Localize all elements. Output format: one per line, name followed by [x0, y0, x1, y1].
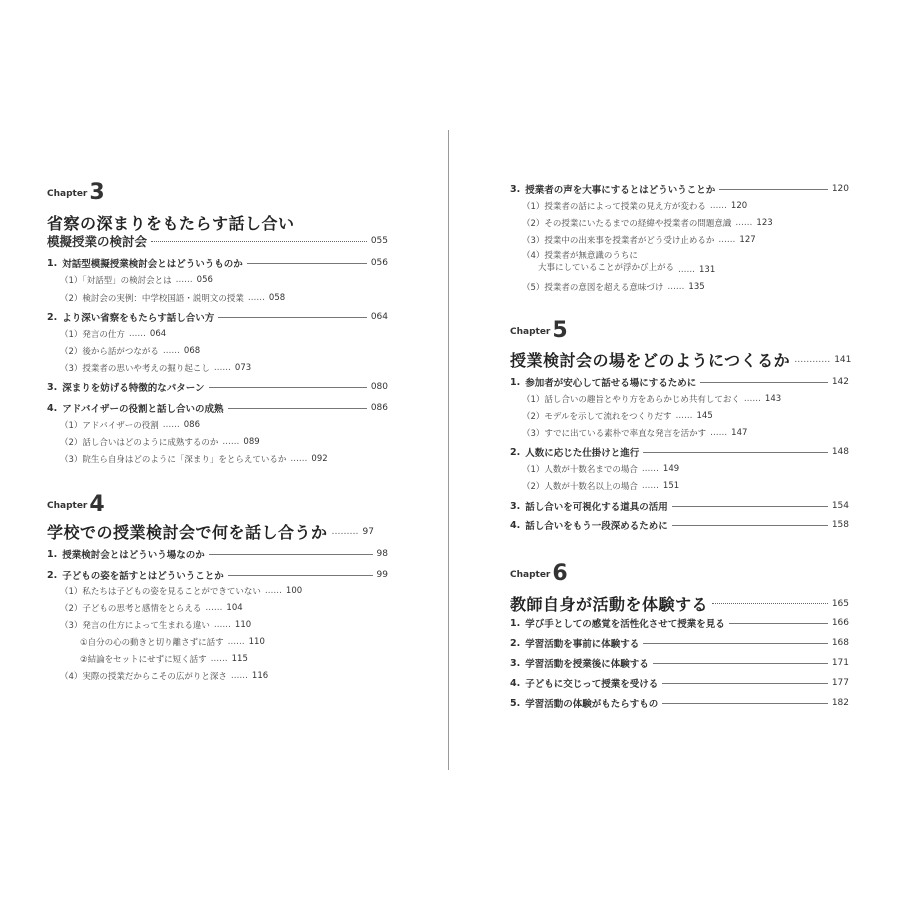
toc-entry: 1. 学び手としての感覚を活性化させて授業を見る 166 — [510, 617, 849, 630]
toc-entry: 3. 話し合いを可視化する道具の活用 154 — [510, 500, 849, 513]
toc-entry: 2. 人数に応じた仕掛けと進行 148 — [510, 446, 849, 459]
toc-item: （2）モデルを示して流れをつくりだす …… 145 — [522, 411, 713, 422]
chapter-5-title: 授業検討会の場をどのようにつくるか ………… 141 — [510, 351, 852, 370]
toc-item: （1）発言の仕方 …… 064 — [60, 329, 167, 340]
chapter-6-label: Chapter6 — [510, 561, 568, 586]
toc-entry: 4. 子どもに交じって授業を受ける 177 — [510, 677, 849, 690]
toc-entry: 4. 話し合いをもう一段深めるために 158 — [510, 519, 849, 532]
toc-entry: 1. 参加者が安心して話せる場にするために 142 — [510, 376, 849, 389]
toc-item: （1）私たちは子どもの姿を見ることができていない …… 100 — [60, 586, 303, 597]
toc-entry: 1. 対話型模擬授業検討会とはどういうものか 056 — [47, 257, 388, 270]
toc-entry: 3. 深まりを妨げる特徴的なパターン 080 — [47, 381, 388, 394]
toc-entry: 3. 学習活動を授業後に体験する 171 — [510, 657, 849, 670]
left-page — [0, 0, 448, 900]
toc-item: （2）子どもの思考と感情をとらえる …… 104 — [60, 603, 243, 614]
toc-item: （3）授業者の思いや考えの掘り起こし …… 073 — [60, 363, 252, 374]
toc-item: （4）実際の授業だからこその広がりと深さ …… 116 — [60, 671, 269, 682]
toc-item: （2）人数が十数名以上の場合 …… 151 — [522, 481, 680, 492]
toc-item: （1）授業者の話によって授業の見え方が変わる …… 120 — [522, 201, 748, 212]
chapter-3-title: 省察の深まりをもたらす話し合い — [47, 214, 295, 233]
toc-entry: 2. 学習活動を事前に体験する 168 — [510, 637, 849, 650]
chapter-5-label: Chapter5 — [510, 318, 568, 343]
toc-item: （5）授業者の意図を超える意味づけ …… 135 — [522, 282, 705, 293]
toc-entry: 5. 学習活動の体験がもたらすもの 182 — [510, 697, 849, 710]
toc-item: （1）話し合いの趣旨とやり方をあらかじめ共有しておく …… 143 — [522, 394, 782, 405]
toc-item: （1）人数が十数名までの場合 …… 149 — [522, 464, 680, 475]
toc-item: （2）検討会の実例：中学校国語・説明文の授業 …… 058 — [60, 293, 286, 304]
chapter-3-subtitle: 模擬授業の検討会 055 — [47, 234, 388, 249]
toc-item: （1）「対話型」の検討会とは …… 056 — [60, 275, 213, 286]
toc-item: （3）授業中の出来事を授業者がどう受け止めるか …… 127 — [522, 235, 756, 246]
toc-item: （3）発言の仕方によって生まれる違い …… 110 — [60, 620, 252, 631]
toc-item: （3）院生ら自身はどのように「深まり」をとらえているか …… 092 — [60, 454, 328, 465]
toc-entry: 2. より深い省察をもたらす話し合い方 064 — [47, 311, 388, 324]
toc-entry: 3. 授業者の声を大事にするとはどういうことか 120 — [510, 183, 849, 196]
toc-subitem: ②結論をセットにせずに短く話す …… 115 — [80, 654, 248, 665]
book-spine — [448, 130, 449, 770]
chapter-3-label: Chapter3 — [47, 180, 105, 205]
toc-item: （4）授業者が無意識のうちに 大事にしていることが浮かび上がる …… 131 — [522, 251, 716, 275]
toc-subitem: ①自分の心の動きと切り離さずに話す …… 110 — [80, 637, 265, 648]
chapter-4-title: 学校での授業検討会で何を話し合うか ……… 97 — [47, 523, 374, 542]
toc-item: （2）その授業にいたるまでの経緯や授業者の問題意識 …… 123 — [522, 218, 773, 229]
toc-item: （2）話し合いはどのように成熟するのか …… 089 — [60, 437, 260, 448]
toc-item: （3）すでに出ている素朴で率直な発言を活かす …… 147 — [522, 428, 748, 439]
chapter-4-label: Chapter4 — [47, 492, 105, 517]
toc-entry: 1. 授業検討会とはどういう場なのか 98 — [47, 548, 388, 561]
toc-entry: 2. 子どもの姿を話すとはどういうことか 99 — [47, 569, 388, 582]
toc-item: （2）後から話がつながる …… 068 — [60, 346, 201, 357]
chapter-6-title: 教師自身が活動を体験する 165 — [510, 595, 849, 614]
toc-entry: 4. アドバイザーの役割と話し合いの成熟 086 — [47, 402, 388, 415]
toc-item: （1）アドバイザーの役割 …… 086 — [60, 420, 200, 431]
right-page — [450, 0, 900, 900]
